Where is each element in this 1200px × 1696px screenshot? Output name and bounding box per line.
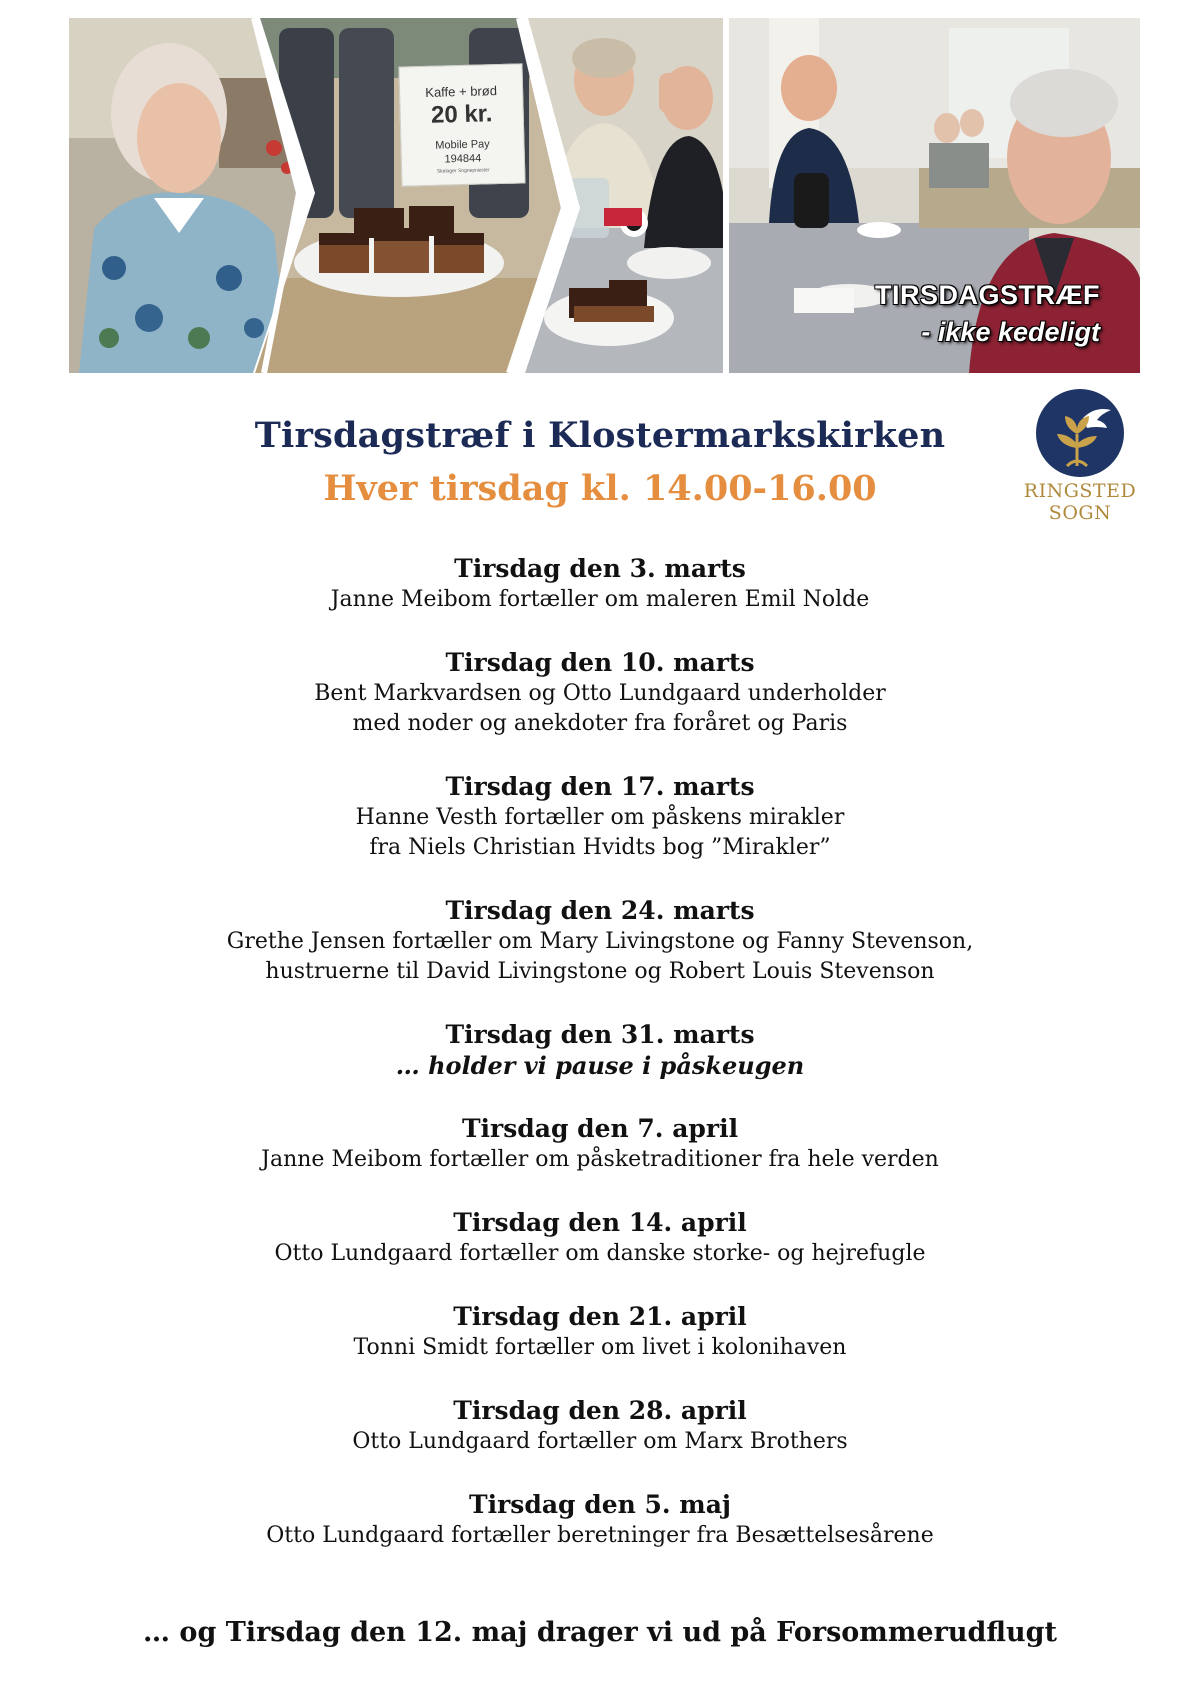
sign-line-coffee: Kaffe + brød — [425, 83, 498, 100]
event-program — [100, 553, 1100, 1583]
event-item — [100, 1395, 1100, 1489]
event-description: Janne Meibom fortæller om maleren Emil Nolde — [330, 587, 870, 612]
photo-banner — [69, 18, 1140, 373]
event-date: Tirsdag den 10. marts — [445, 648, 755, 677]
event-description: fra Niels Christian Hvidts bog ”Mirakler” — [369, 835, 831, 860]
event-date: Tirsdag den 31. marts — [445, 1020, 755, 1049]
event-item — [100, 647, 1100, 771]
event-description: Otto Lundgaard fortæller om Marx Brothers — [352, 1429, 848, 1454]
event-description: hustruerne til David Livingstone og Robert Louis Stevenson — [265, 959, 935, 984]
overlay-subtitle: - ikke kedeligt — [921, 317, 1100, 347]
logo-text-ringsted: RINGSTED — [1023, 480, 1137, 502]
event-date: Tirsdag den 24. marts — [445, 896, 755, 925]
price-sign — [398, 63, 525, 186]
event-date: Tirsdag den 5. maj — [469, 1490, 731, 1519]
event-date: Tirsdag den 3. marts — [454, 554, 746, 583]
dove-lily-emblem-icon — [1035, 388, 1125, 478]
event-description: med noder og anekdoter fra foråret og Paris — [352, 711, 848, 736]
sign-number: 194844 — [444, 152, 482, 166]
event-item — [100, 1207, 1100, 1301]
event-description: Bent Markvardsen og Otto Lundgaard underholder — [314, 681, 886, 706]
event-date: Tirsdag den 17. marts — [445, 772, 755, 801]
event-date: Tirsdag den 7. april — [461, 1114, 739, 1143]
event-item — [100, 771, 1100, 895]
event-item — [100, 895, 1100, 1019]
event-description: Hanne Vesth fortæller om påskens mirakler — [355, 805, 845, 830]
event-description: Otto Lundgaard fortæller om danske storke- og hejrefugle — [274, 1241, 926, 1266]
event-description: Otto Lundgaard fortæller beretninger fra Besættelsesårene — [266, 1523, 934, 1548]
event-date: Tirsdag den 28. april — [453, 1396, 747, 1425]
page-subtitle: Hver tirsdag kl. 14.00-16.00 — [323, 468, 877, 509]
ringsted-sogn-logo — [1012, 388, 1148, 528]
event-description: … holder vi pause i påskeugen — [395, 1051, 805, 1080]
event-date: Tirsdag den 21. april — [453, 1302, 747, 1331]
page-title: Tirsdagstræf i Klostermarkskirken — [254, 415, 946, 456]
event-date: Tirsdag den 14. april — [453, 1208, 747, 1237]
event-description: Janne Meibom fortæller om påsketraditioner fra hele verden — [261, 1147, 939, 1172]
sign-price: 20 kr. — [430, 100, 493, 129]
banner-overlay-text — [875, 280, 1100, 348]
event-item — [100, 1301, 1100, 1395]
logo-text-sogn: SOGN — [1048, 502, 1112, 524]
sign-small-print: Skelager Sognepræster — [436, 167, 490, 175]
event-item — [100, 1019, 1100, 1113]
overlay-title: TIRSDAGSTRÆF — [875, 280, 1100, 310]
sign-mobilepay: Mobile Pay — [435, 138, 490, 152]
event-description: Tonni Smidt fortæller om livet i kolonihaven — [353, 1335, 847, 1360]
event-item — [100, 1489, 1100, 1583]
event-description: Grethe Jensen fortæller om Mary Livingstone og Fanny Stevenson, — [226, 929, 974, 954]
footer-note: … og Tirsdag den 12. maj drager vi ud på Forsommerudflugt — [143, 1617, 1057, 1648]
event-item — [100, 553, 1100, 647]
event-item — [100, 1113, 1100, 1207]
